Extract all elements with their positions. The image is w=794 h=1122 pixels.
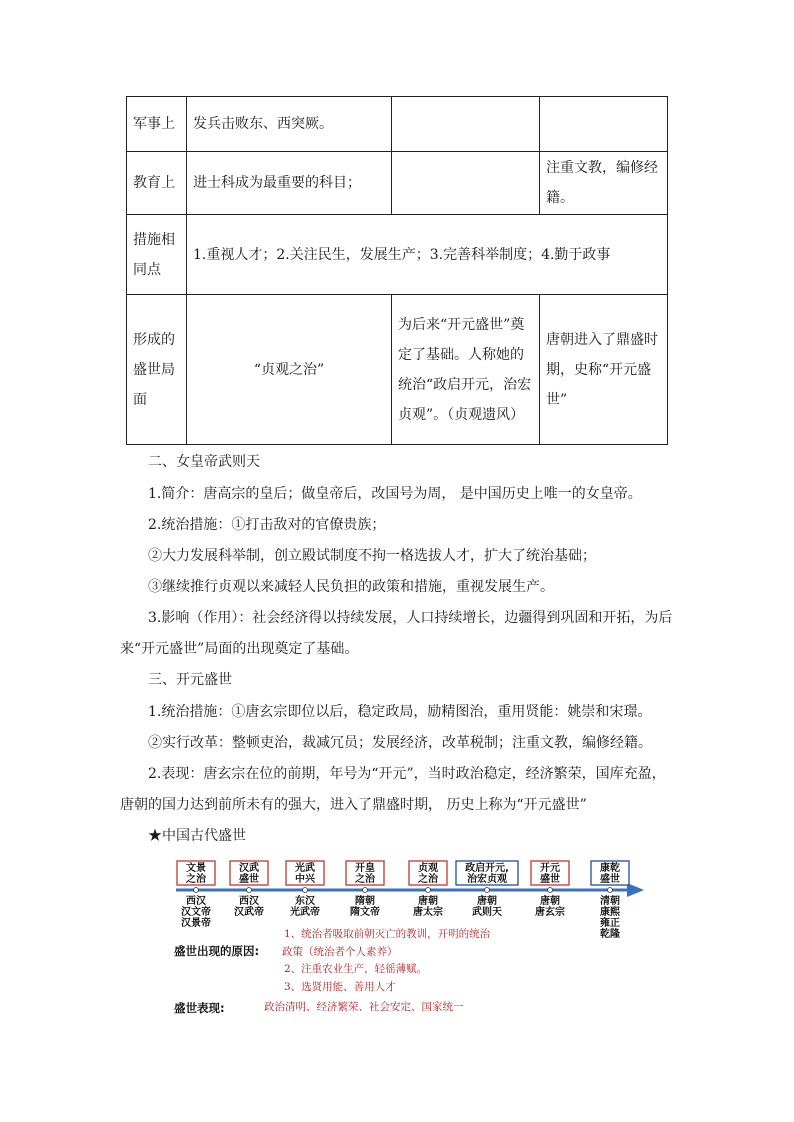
table-cell: 进士科成为最重要的科目； [187,152,392,215]
comparison-table [126,96,668,445]
era-dynasty-label: 汉武帝 [234,907,264,918]
era-box-label: 康乾 [600,863,620,874]
timeline-figure [172,852,646,1017]
timeline-dot [426,888,431,893]
row-label: 形成的盛世局面 [127,295,187,445]
era-dynasty-label: 清朝 [600,896,620,907]
era-box-label: 文景 [186,863,206,874]
era-box-label: 政启开元, [465,863,509,874]
era-box-label: 治宏贞观 [467,874,507,885]
reason-label: 盛世出现的原因: [174,944,260,958]
era-dynasty-label: 唐玄宗 [535,907,565,918]
era-dynasty-label: 唐朝 [477,896,497,907]
paragraph: 2.表现：唐玄宗在位的前期，年号为“开元”，当时政治稳定，经济繁荣，国库充盈， [148,766,666,782]
era-box-label: 盛世 [600,874,620,885]
table-cell: 发兵击败东、西突厥。 [187,97,392,152]
era-box-label: 开元 [540,863,560,874]
era-dynasty-label: 西汉 [239,896,259,907]
table-cell [540,97,668,152]
era-dynasty-label: 唐太宗 [413,907,443,918]
table-row [127,215,668,295]
reason-text: 2、注重农业生产，轻徭薄赋。 [284,963,428,975]
row-label: 措施相同点 [127,215,187,295]
era-dynasty-label: 雍正 [600,918,620,929]
timeline-dot [194,888,199,893]
era-dynasty-label: 康熙 [600,907,620,918]
era-box-label: 盛世 [540,874,560,885]
era-box-label: 汉武 [239,863,259,874]
era-dynasty-label: 乾隆 [600,929,620,940]
era-box-label: 贞观 [418,863,438,874]
table-row [127,97,668,152]
timeline-dot [363,888,368,893]
reason-text: 3、选贤用能、善用人才 [284,981,396,993]
era-box-label: 中兴 [295,874,315,885]
era-dynasty-label: 汉景帝 [181,918,211,929]
paragraph: 1.统治措施：①唐玄宗即位以后，稳定政局，励精图治，重用贤能：姚崇和宋璟。 [148,704,652,720]
figure-caption: ★中国古代盛世 [148,828,246,844]
reason-text: 政策（统治者个人素养） [282,946,398,958]
timeline-dot [548,888,553,893]
paragraph: 1.简介：唐高宗的皇后；做皇帝后，改国号为周， 是中国历史上唯一的女皇帝。 [148,486,642,502]
timeline-dot [247,888,252,893]
era-dynasty-label: 东汉 [295,896,315,907]
row-label: 教育上 [127,152,187,215]
show-label: 盛世表现: [174,1001,225,1015]
show-text: 政治清明、经济繁荣、社会安定、国家统一 [264,1001,464,1013]
table-row [127,152,668,215]
era-dynasty-label: 隋朝 [355,896,375,907]
era-dynasty-label: 武则天 [472,907,502,918]
timeline-dot [608,888,613,893]
paragraph: 2.统治措施：①打击敌对的官僚贵族； [148,517,386,533]
table-cell: “贞观之治” [187,295,392,445]
era-box-label: 之治 [186,874,206,885]
era-box-label: 之治 [418,874,438,885]
section-heading: 二、女皇帝武则天 [148,454,260,470]
paragraph: 3.影响（作用）：社会经济得以持续发展，人口持续增长，边疆得到巩固和开拓，为后 [148,610,673,626]
paragraph: ②大力发展科举制，创立殿试制度不拘一格选拔人才，扩大了统治基础； [148,548,596,564]
era-dynasty-label: 汉文帝 [181,907,211,918]
paragraph: 来“开元盛世”局面的出现奠定了基础。 [120,641,359,657]
era-dynasty-label: 光武帝 [290,907,320,918]
table-row [127,295,668,445]
era-dynasty-label: 唐朝 [418,896,438,907]
table-cell: 唐朝进入了鼎盛时期，史称“开元盛世” [540,295,668,445]
table-cell: 为后来“开元盛世”奠定了基础。人称她的统治“政启开元，治宏贞观”。（贞观遗风） [392,295,540,445]
era-dynasty-label: 隋文帝 [350,907,380,918]
era-dynasty-label: 西汉 [186,896,206,907]
paragraph: ③继续推行贞观以来减轻人民负担的政策和措施，重视发展生产。 [148,579,554,595]
paragraph: 唐朝的国力达到前所未有的强大，进入了鼎盛时期， 历史上称为“开元盛世” [120,797,587,813]
table-cell [392,97,540,152]
timeline-dot [303,888,308,893]
row-label: 军事上 [127,97,187,152]
timeline-dot [485,888,490,893]
era-dynasty-label: 唐朝 [540,896,560,907]
paragraph: ②实行改革：整顿吏治，裁减冗员；发展经济，改革税制；注重文教，编修经籍。 [148,735,652,751]
reason-text: 1、统治者吸取前朝灭亡的教训，开明的统治 [284,928,491,940]
table-cell: 注重文教，编修经籍。 [540,152,668,215]
era-box-label: 之治 [355,874,375,885]
era-box-label: 光武 [295,863,315,874]
era-box-label: 盛世 [239,874,259,885]
table-cell [392,152,540,215]
table-cell-span: 1.重视人才；2.关注民生，发展生产；3.完善科举制度；4.勤于政事 [187,215,668,295]
era-box-label: 开皇 [355,863,375,874]
section-heading: 三、开元盛世 [148,672,232,688]
